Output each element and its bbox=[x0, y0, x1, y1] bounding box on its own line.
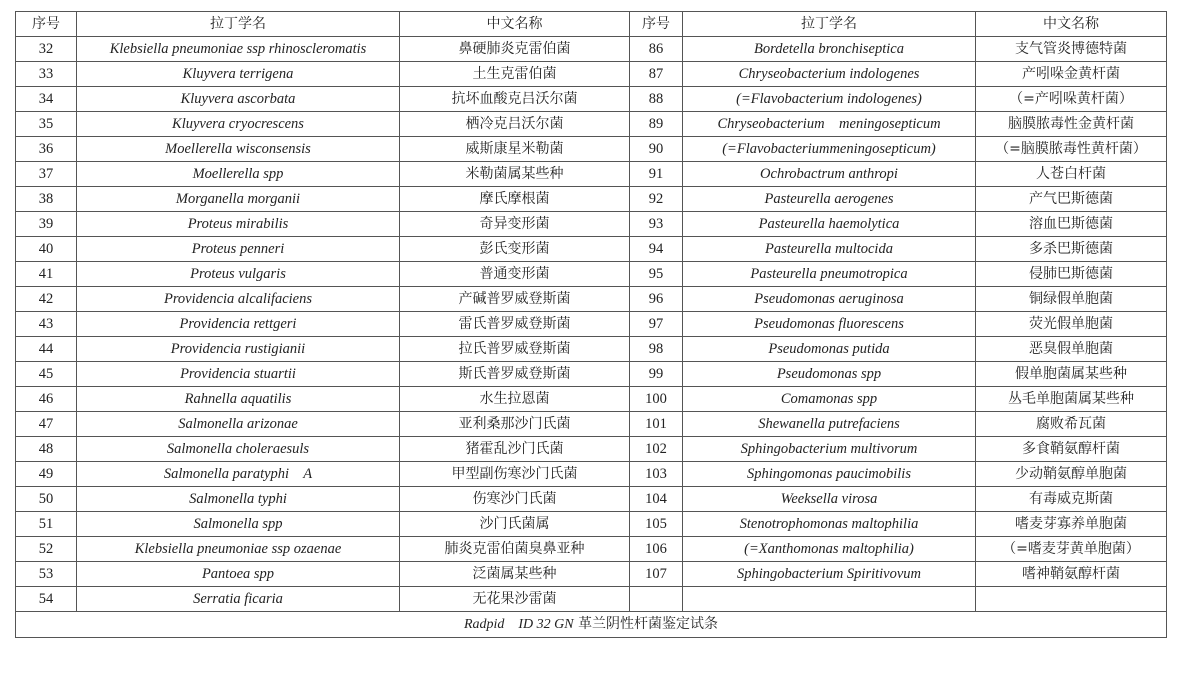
seq-cell-left: 43 bbox=[16, 312, 77, 337]
latin-name-cell-right: Sphingobacterium Spiritivovum bbox=[683, 562, 976, 587]
table-row bbox=[16, 562, 1167, 587]
seq-cell-left: 35 bbox=[16, 112, 77, 137]
latin-name-cell-left: Proteus mirabilis bbox=[77, 212, 400, 237]
chinese-name-cell-right: 嗜神鞘氨醇杆菌 bbox=[976, 562, 1167, 587]
latin-name-cell-right: Sphingobacterium multivorum bbox=[683, 437, 976, 462]
latin-name-cell-left: Moellerella spp bbox=[77, 162, 400, 187]
table-body bbox=[16, 37, 1167, 612]
reagent-strip-table-sheet bbox=[15, 11, 1166, 638]
table-row bbox=[16, 487, 1167, 512]
latin-name-cell-left: Kluyvera terrigena bbox=[77, 62, 400, 87]
chinese-name-cell-right: 产吲哚金黄杆菌 bbox=[976, 62, 1167, 87]
seq-cell-left: 38 bbox=[16, 187, 77, 212]
latin-name-cell-left: Salmonella choleraesuls bbox=[77, 437, 400, 462]
seq-cell-right: 86 bbox=[630, 37, 683, 62]
latin-name-cell-left: Morganella morganii bbox=[77, 187, 400, 212]
chinese-name-cell-left: 鼻硬肺炎克雷伯菌 bbox=[400, 37, 630, 62]
latin-name-cell-right: Shewanella putrefaciens bbox=[683, 412, 976, 437]
latin-name-cell-right: (=Xanthomonas maltophilia) bbox=[683, 537, 976, 562]
chinese-name-cell-left: 伤寒沙门氏菌 bbox=[400, 487, 630, 512]
latin-name-cell-right: Pseudomonas spp bbox=[683, 362, 976, 387]
table-row bbox=[16, 437, 1167, 462]
seq-cell-left: 32 bbox=[16, 37, 77, 62]
seq-cell-right: 97 bbox=[630, 312, 683, 337]
seq-cell-right: 89 bbox=[630, 112, 683, 137]
seq-cell-left: 52 bbox=[16, 537, 77, 562]
latin-name-cell-left: Salmonella typhi bbox=[77, 487, 400, 512]
seq-cell-right: 91 bbox=[630, 162, 683, 187]
latin-name-cell-right: Pasteurella multocida bbox=[683, 237, 976, 262]
table-row bbox=[16, 37, 1167, 62]
header-seq-right: 序号 bbox=[630, 12, 683, 37]
chinese-name-cell-left: 威斯康星米勒菌 bbox=[400, 137, 630, 162]
header-chinese-right: 中文名称 bbox=[976, 12, 1167, 37]
chinese-name-cell-right: 脑膜脓毒性金黄杆菌 bbox=[976, 112, 1167, 137]
seq-cell-left: 49 bbox=[16, 462, 77, 487]
chinese-name-cell-left: 抗坏血酸克吕沃尔菌 bbox=[400, 87, 630, 112]
seq-cell-left: 50 bbox=[16, 487, 77, 512]
latin-name-cell-left: Salmonella spp bbox=[77, 512, 400, 537]
seq-cell-right: 95 bbox=[630, 262, 683, 287]
table-row bbox=[16, 537, 1167, 562]
chinese-name-cell-right: 人苍白杆菌 bbox=[976, 162, 1167, 187]
chinese-name-cell-left: 水生拉恩菌 bbox=[400, 387, 630, 412]
table-row bbox=[16, 87, 1167, 112]
chinese-name-cell-left: 肺炎克雷伯菌臭鼻亚种 bbox=[400, 537, 630, 562]
latin-name-cell-right: Stenotrophomonas maltophilia bbox=[683, 512, 976, 537]
seq-cell-right: 96 bbox=[630, 287, 683, 312]
table-row bbox=[16, 112, 1167, 137]
chinese-name-cell-right bbox=[976, 587, 1167, 612]
table-row bbox=[16, 587, 1167, 612]
latin-name-cell-right: Sphingomonas paucimobilis bbox=[683, 462, 976, 487]
chinese-name-cell-left: 摩氏摩根菌 bbox=[400, 187, 630, 212]
seq-cell-left: 40 bbox=[16, 237, 77, 262]
latin-name-cell-right: Bordetella bronchiseptica bbox=[683, 37, 976, 62]
table-row bbox=[16, 462, 1167, 487]
chinese-name-cell-left: 产碱普罗威登斯菌 bbox=[400, 287, 630, 312]
latin-name-cell-left: Salmonella paratyphi A bbox=[77, 462, 400, 487]
table-row bbox=[16, 162, 1167, 187]
seq-cell-left: 34 bbox=[16, 87, 77, 112]
latin-name-cell-right: Pseudomonas aeruginosa bbox=[683, 287, 976, 312]
table-header-row bbox=[16, 12, 1167, 37]
chinese-name-cell-right: （=产吲哚黄杆菌） bbox=[976, 87, 1167, 112]
table-row bbox=[16, 262, 1167, 287]
chinese-name-cell-right: 腐败希瓦菌 bbox=[976, 412, 1167, 437]
seq-cell-left: 44 bbox=[16, 337, 77, 362]
chinese-name-cell-right: 少动鞘氨醇单胞菌 bbox=[976, 462, 1167, 487]
chinese-name-cell-left: 米勒菌属某些种 bbox=[400, 162, 630, 187]
chinese-name-cell-left: 雷氏普罗威登斯菌 bbox=[400, 312, 630, 337]
latin-name-cell-right: Comamonas spp bbox=[683, 387, 976, 412]
header-seq-left: 序号 bbox=[16, 12, 77, 37]
table-row bbox=[16, 362, 1167, 387]
seq-cell-right: 88 bbox=[630, 87, 683, 112]
table-row bbox=[16, 287, 1167, 312]
chinese-name-cell-left: 亚利桑那沙门氏菌 bbox=[400, 412, 630, 437]
chinese-name-cell-left: 普通变形菌 bbox=[400, 262, 630, 287]
chinese-name-cell-right: 有毒威克斯菌 bbox=[976, 487, 1167, 512]
seq-cell-left: 37 bbox=[16, 162, 77, 187]
chinese-name-cell-right: 支气管炎博德特菌 bbox=[976, 37, 1167, 62]
latin-name-cell-right: Chryseobacterium meningosepticum bbox=[683, 112, 976, 137]
seq-cell-right: 104 bbox=[630, 487, 683, 512]
chinese-name-cell-right: 荧光假单胞菌 bbox=[976, 312, 1167, 337]
latin-name-cell-left: Serratia ficaria bbox=[77, 587, 400, 612]
chinese-name-cell-left: 沙门氏菌属 bbox=[400, 512, 630, 537]
seq-cell-right: 102 bbox=[630, 437, 683, 462]
table-row bbox=[16, 387, 1167, 412]
caption-latin: Radpid ID 32 GN bbox=[463, 617, 574, 632]
table-row bbox=[16, 312, 1167, 337]
table-row bbox=[16, 337, 1167, 362]
latin-name-cell-left: Salmonella arizonae bbox=[77, 412, 400, 437]
seq-cell-left: 51 bbox=[16, 512, 77, 537]
latin-name-cell-right: (=Flavobacterium indologenes) bbox=[683, 87, 976, 112]
chinese-name-cell-left: 拉氏普罗威登斯菌 bbox=[400, 337, 630, 362]
table-row bbox=[16, 187, 1167, 212]
chinese-name-cell-right: 溶血巴斯德菌 bbox=[976, 212, 1167, 237]
caption-row bbox=[16, 612, 1167, 638]
seq-cell-left: 45 bbox=[16, 362, 77, 387]
latin-name-cell-left: Rahnella aquatilis bbox=[77, 387, 400, 412]
seq-cell-right: 107 bbox=[630, 562, 683, 587]
chinese-name-cell-left: 彭氏变形菌 bbox=[400, 237, 630, 262]
seq-cell-right: 105 bbox=[630, 512, 683, 537]
latin-name-cell-left: Kluyvera ascorbata bbox=[77, 87, 400, 112]
chinese-name-cell-right: 铜绿假单胞菌 bbox=[976, 287, 1167, 312]
latin-name-cell-left: Providencia stuartii bbox=[77, 362, 400, 387]
seq-cell-right: 90 bbox=[630, 137, 683, 162]
chinese-name-cell-right: （=脑膜脓毒性黄杆菌） bbox=[976, 137, 1167, 162]
latin-name-cell-right: Pasteurella haemolytica bbox=[683, 212, 976, 237]
chinese-name-cell-right: 多食鞘氨醇杆菌 bbox=[976, 437, 1167, 462]
chinese-name-cell-left: 甲型副伤寒沙门氏菌 bbox=[400, 462, 630, 487]
header-chinese-left: 中文名称 bbox=[400, 12, 630, 37]
table-row bbox=[16, 512, 1167, 537]
latin-name-cell-left: Proteus penneri bbox=[77, 237, 400, 262]
seq-cell-right: 99 bbox=[630, 362, 683, 387]
chinese-name-cell-right: 侵肺巴斯德菌 bbox=[976, 262, 1167, 287]
latin-name-cell-left: Providencia rettgeri bbox=[77, 312, 400, 337]
seq-cell-right: 103 bbox=[630, 462, 683, 487]
seq-cell-right: 94 bbox=[630, 237, 683, 262]
chinese-name-cell-right: 嗜麦芽寡养单胞菌 bbox=[976, 512, 1167, 537]
latin-name-cell-left: Klebsiella pneumoniae ssp rhinoscleromatis bbox=[77, 37, 400, 62]
seq-cell-right bbox=[630, 587, 683, 612]
caption-chinese: 革兰阴性杆菌鉴定试条 bbox=[578, 616, 719, 632]
chinese-name-cell-left: 土生克雷伯菌 bbox=[400, 62, 630, 87]
chinese-name-cell-right: 多杀巴斯德菌 bbox=[976, 237, 1167, 262]
seq-cell-left: 46 bbox=[16, 387, 77, 412]
seq-cell-right: 93 bbox=[630, 212, 683, 237]
latin-name-cell-right: Ochrobactrum anthropi bbox=[683, 162, 976, 187]
latin-name-cell-right: Chryseobacterium indologenes bbox=[683, 62, 976, 87]
seq-cell-left: 33 bbox=[16, 62, 77, 87]
latin-name-cell-left: Klebsiella pneumoniae ssp ozaenae bbox=[77, 537, 400, 562]
table-row bbox=[16, 237, 1167, 262]
seq-cell-left: 39 bbox=[16, 212, 77, 237]
chinese-name-cell-right: 恶臭假单胞菌 bbox=[976, 337, 1167, 362]
chinese-name-cell-right: 假单胞菌属某些种 bbox=[976, 362, 1167, 387]
seq-cell-right: 98 bbox=[630, 337, 683, 362]
latin-name-cell-left: Providencia rustigianii bbox=[77, 337, 400, 362]
seq-cell-right: 100 bbox=[630, 387, 683, 412]
seq-cell-right: 106 bbox=[630, 537, 683, 562]
chinese-name-cell-left: 奇异变形菌 bbox=[400, 212, 630, 237]
seq-cell-left: 47 bbox=[16, 412, 77, 437]
table-row bbox=[16, 212, 1167, 237]
chinese-name-cell-left: 猪霍乱沙门氏菌 bbox=[400, 437, 630, 462]
latin-name-cell-right: Pseudomonas fluorescens bbox=[683, 312, 976, 337]
latin-name-cell-right: Pseudomonas putida bbox=[683, 337, 976, 362]
latin-name-cell-right bbox=[683, 587, 976, 612]
table-row bbox=[16, 62, 1167, 87]
header-latin-left: 拉丁学名 bbox=[77, 12, 400, 37]
seq-cell-left: 42 bbox=[16, 287, 77, 312]
latin-name-cell-right: Pasteurella aerogenes bbox=[683, 187, 976, 212]
table-row bbox=[16, 412, 1167, 437]
latin-name-cell-left: Moellerella wisconsensis bbox=[77, 137, 400, 162]
chinese-name-cell-left: 栖冷克吕沃尔菌 bbox=[400, 112, 630, 137]
table-row bbox=[16, 137, 1167, 162]
seq-cell-left: 54 bbox=[16, 587, 77, 612]
chinese-name-cell-left: 泛菌属某些种 bbox=[400, 562, 630, 587]
latin-name-cell-right: (=Flavobacteriummeningosepticum) bbox=[683, 137, 976, 162]
bacteria-identification-table bbox=[15, 11, 1167, 638]
latin-name-cell-right: Pasteurella pneumotropica bbox=[683, 262, 976, 287]
seq-cell-left: 53 bbox=[16, 562, 77, 587]
chinese-name-cell-right: 产气巴斯德菌 bbox=[976, 187, 1167, 212]
seq-cell-right: 92 bbox=[630, 187, 683, 212]
seq-cell-left: 41 bbox=[16, 262, 77, 287]
header-latin-right: 拉丁学名 bbox=[683, 12, 976, 37]
latin-name-cell-left: Kluyvera cryocrescens bbox=[77, 112, 400, 137]
seq-cell-right: 101 bbox=[630, 412, 683, 437]
latin-name-cell-left: Pantoea spp bbox=[77, 562, 400, 587]
seq-cell-right: 87 bbox=[630, 62, 683, 87]
seq-cell-left: 36 bbox=[16, 137, 77, 162]
latin-name-cell-left: Providencia alcalifaciens bbox=[77, 287, 400, 312]
table-caption bbox=[16, 612, 1167, 638]
seq-cell-left: 48 bbox=[16, 437, 77, 462]
latin-name-cell-right: Weeksella virosa bbox=[683, 487, 976, 512]
chinese-name-cell-right: 丛毛单胞菌属某些种 bbox=[976, 387, 1167, 412]
chinese-name-cell-left: 斯氏普罗威登斯菌 bbox=[400, 362, 630, 387]
chinese-name-cell-right: （=嗜麦芽黄单胞菌） bbox=[976, 537, 1167, 562]
chinese-name-cell-left: 无花果沙雷菌 bbox=[400, 587, 630, 612]
latin-name-cell-left: Proteus vulgaris bbox=[77, 262, 400, 287]
